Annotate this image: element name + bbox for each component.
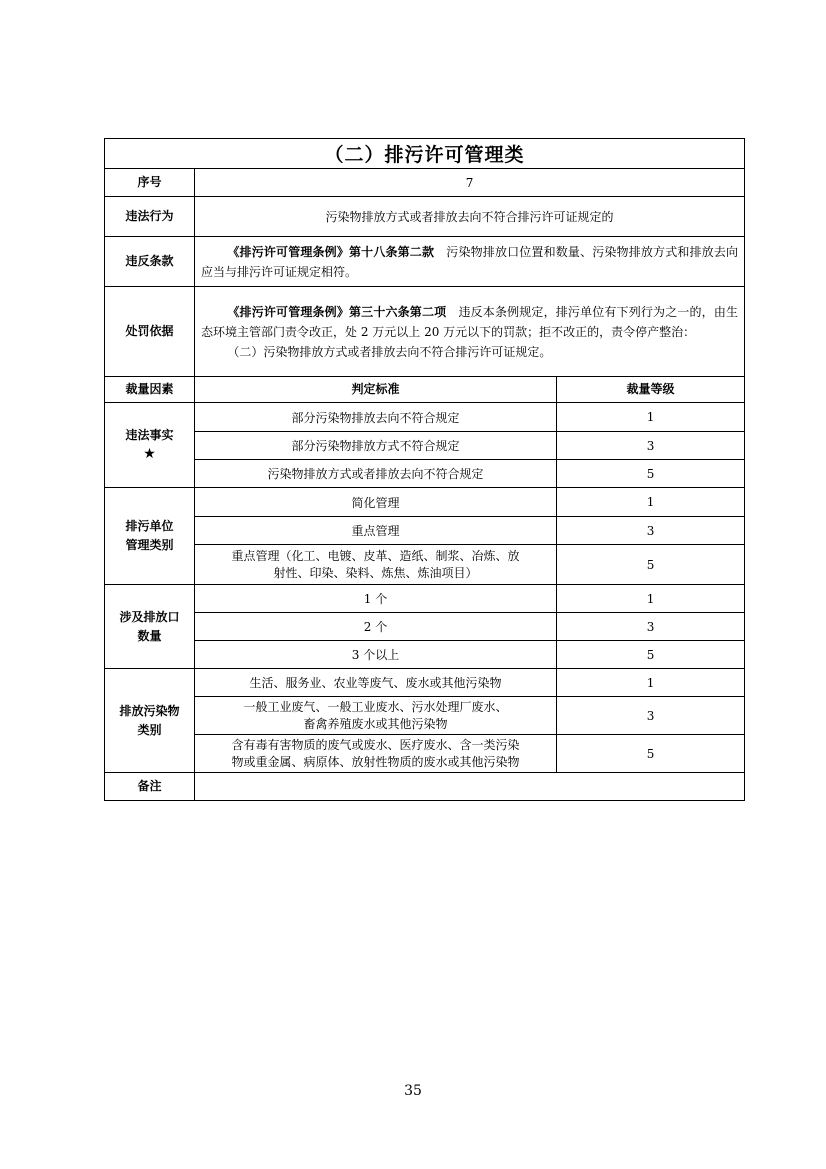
criteria-cell: 重点管理 [195, 517, 557, 545]
header-row [105, 377, 745, 403]
level-cell: 3 [557, 517, 745, 545]
remarks-value [195, 773, 745, 801]
violation-row [105, 197, 745, 237]
penalty-law-ref: 《排污许可管理条例》第三十六条第二项 [227, 304, 447, 319]
level-cell: 1 [557, 669, 745, 697]
level-cell: 3 [557, 432, 745, 460]
factor-violation-fact [105, 403, 195, 488]
level-cell: 5 [557, 735, 745, 773]
header-criteria: 判定标准 [195, 377, 557, 403]
factor-label: 排污单位 [125, 519, 174, 533]
level-cell: 3 [557, 613, 745, 641]
criteria-line: 畜禽养殖废水或其他污染物 [303, 716, 448, 731]
table-row [105, 517, 745, 545]
criteria-cell [195, 545, 557, 585]
remarks-label: 备注 [105, 773, 195, 801]
table-row [105, 585, 745, 613]
remarks-row [105, 773, 745, 801]
seq-value: 7 [195, 169, 745, 197]
table-row [105, 432, 745, 460]
criteria-cell: 3 个以上 [195, 641, 557, 669]
factor-pollutant-category [105, 669, 195, 773]
table-title: （二）排污许可管理类 [105, 139, 745, 169]
level-cell: 1 [557, 403, 745, 432]
level-cell: 5 [557, 545, 745, 585]
criteria-line: 物或重金属、病原体、放射性物质的废水或其他污染物 [231, 754, 520, 769]
clause-content [195, 237, 745, 287]
header-factor: 裁量因素 [105, 377, 195, 403]
table-row [105, 669, 745, 697]
criteria-cell: 简化管理 [195, 488, 557, 517]
level-cell: 1 [557, 488, 745, 517]
factor-label: 类别 [137, 722, 162, 737]
criteria-cell [195, 735, 557, 773]
factor-label: 违法事实 [125, 428, 174, 442]
table-row [105, 697, 745, 735]
violation-label: 违法行为 [105, 197, 195, 237]
star-icon: ★ [143, 446, 156, 462]
factor-label: 管理类别 [125, 538, 174, 552]
factor-outlet-count [105, 585, 195, 669]
factor-label: 涉及排放口 [119, 609, 180, 624]
seq-row [105, 169, 745, 197]
criteria-cell: 1 个 [195, 585, 557, 613]
clause-row [105, 237, 745, 287]
level-cell: 3 [557, 697, 745, 735]
penalty-discretion-table [104, 138, 745, 801]
clause-law-ref: 《排污许可管理条例》第十八条第二款 [227, 244, 435, 259]
criteria-line: 重点管理（化工、电镀、皮革、造纸、制浆、冶炼、放 [231, 548, 520, 563]
level-cell: 5 [557, 641, 745, 669]
level-cell: 5 [557, 460, 745, 488]
header-level: 裁量等级 [557, 377, 745, 403]
penalty-label: 处罚依据 [105, 287, 195, 377]
criteria-cell [195, 697, 557, 735]
criteria-cell: 2 个 [195, 613, 557, 641]
factor-management-category [105, 488, 195, 585]
clause-label: 违反条款 [105, 237, 195, 287]
penalty-row [105, 287, 745, 377]
table-row [105, 735, 745, 773]
penalty-content [195, 287, 745, 377]
factor-label: 排放污染物 [119, 703, 180, 718]
table-row [105, 545, 745, 585]
table-title-row [105, 139, 745, 169]
criteria-cell: 污染物排放方式或者排放去向不符合规定 [195, 460, 557, 488]
clause-text: 污染物排放口位置和数量、污染物排放方式和排放去向应当与排污许可证规定相符。 [201, 244, 739, 279]
criteria-line: 含有毒有害物质的废气或废水、医疗废水、含一类污染 [231, 737, 520, 752]
criteria-cell: 部分污染物排放方式不符合规定 [195, 432, 557, 460]
penalty-text: 违反本条例规定，排污单位有下列行为之一的，由生态环境主管部门责令改正，处 2 万元以上 20 万元以下的罚款；拒不改正的，责令停产整治： [201, 304, 738, 339]
violation-value: 污染物排放方式或者排放去向不符合排污许可证规定的 [195, 197, 745, 237]
factor-label: 数量 [137, 628, 162, 643]
seq-label: 序号 [105, 169, 195, 197]
table-row [105, 613, 745, 641]
table-row [105, 460, 745, 488]
criteria-line: 射性、印染、染料、炼焦、炼油项目） [273, 565, 478, 580]
page-number: 35 [404, 1083, 422, 1099]
table-row [105, 641, 745, 669]
penalty-item: （二）污染物排放方式或者排放去向不符合排污许可证规定。 [227, 344, 552, 359]
table-row [105, 403, 745, 432]
criteria-line: 一般工业废气、一般工业废水、污水处理厂废水、 [243, 699, 508, 714]
criteria-cell: 生活、服务业、农业等废气、废水或其他污染物 [195, 669, 557, 697]
table-row [105, 488, 745, 517]
criteria-cell: 部分污染物排放去向不符合规定 [195, 403, 557, 432]
level-cell: 1 [557, 585, 745, 613]
